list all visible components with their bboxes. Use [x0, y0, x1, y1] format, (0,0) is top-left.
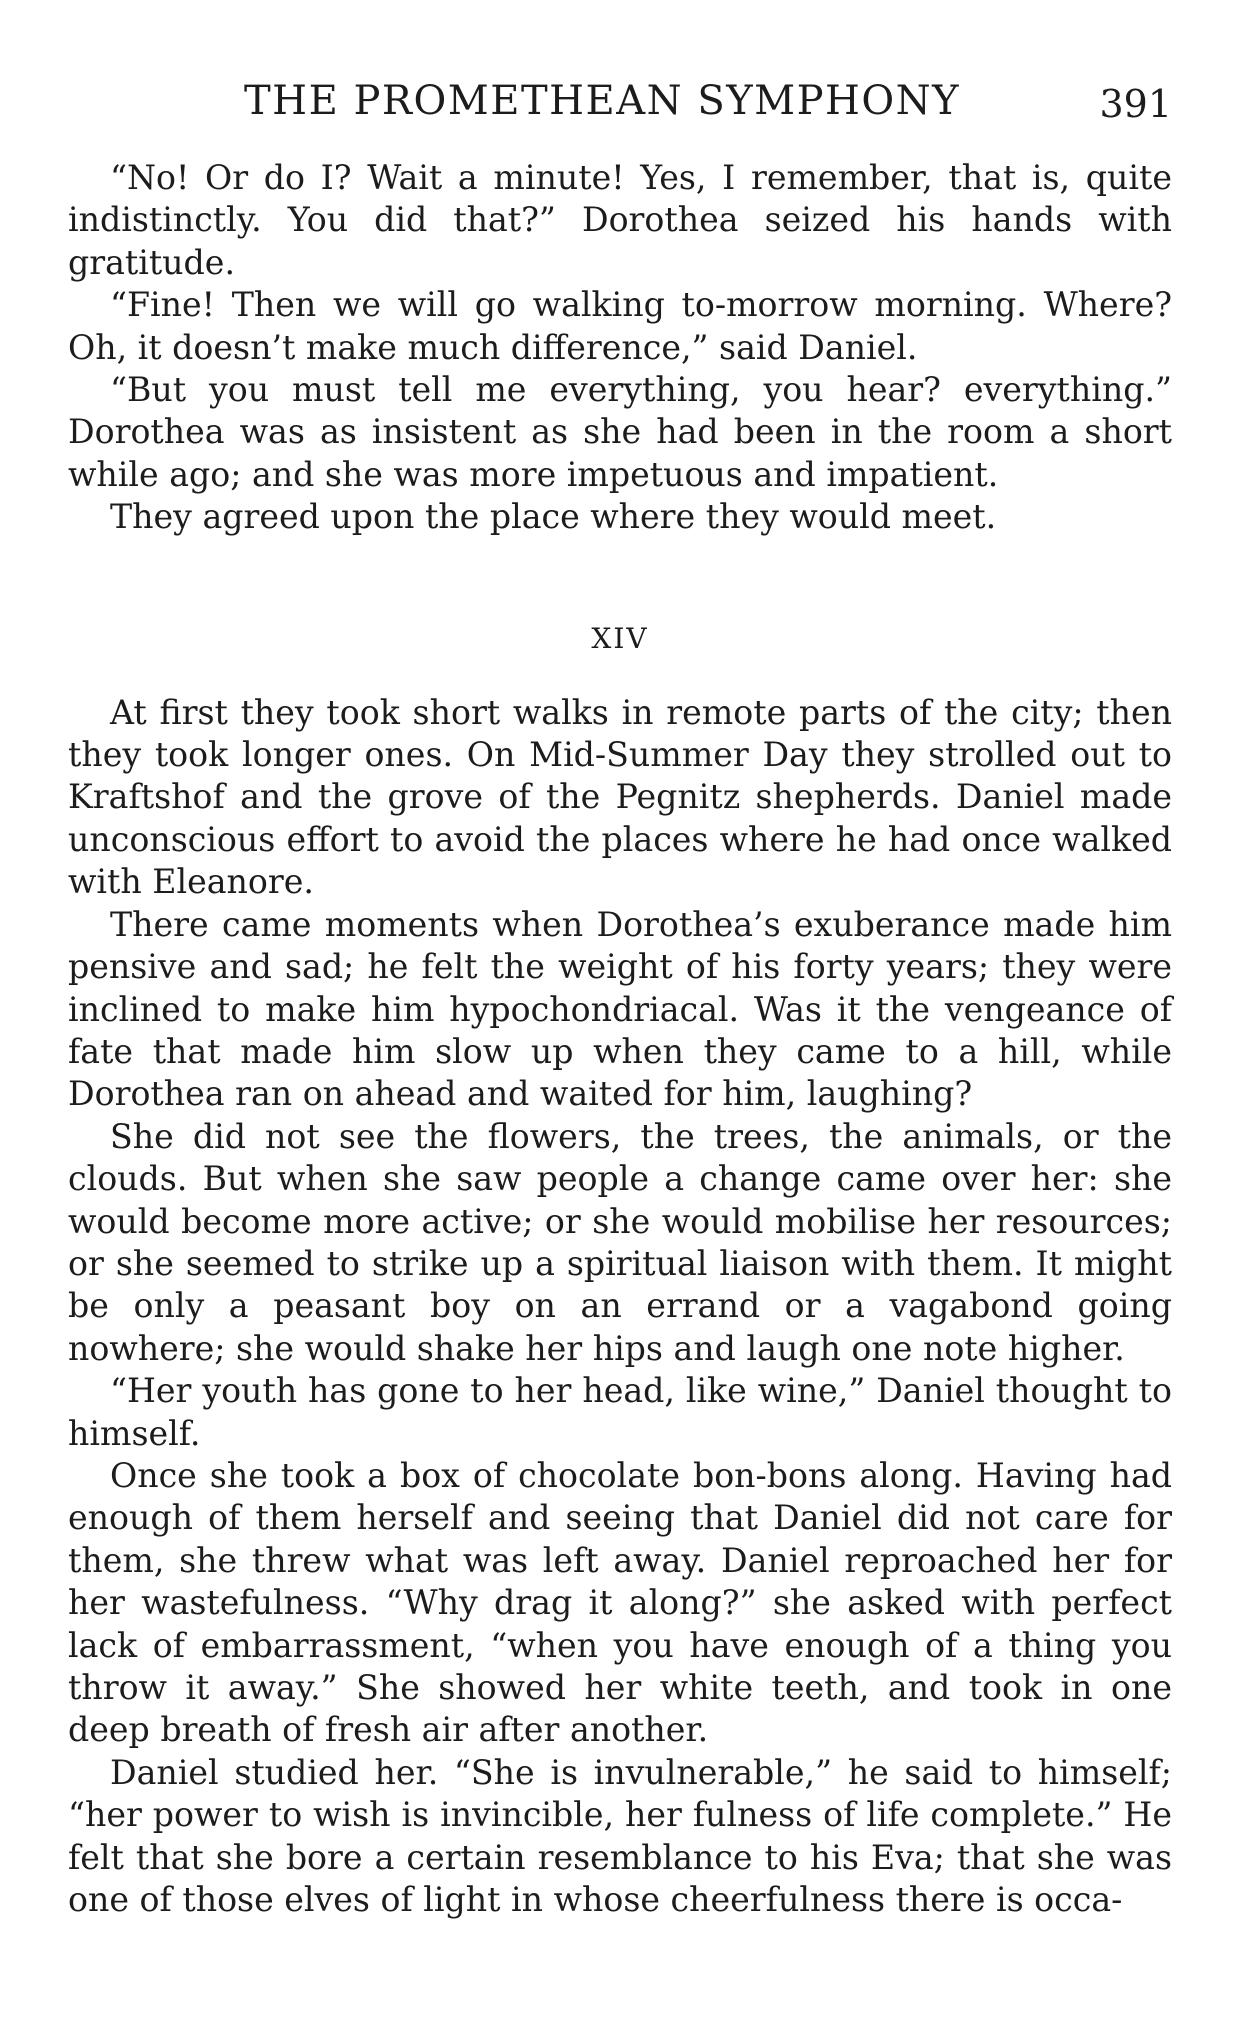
paragraph-3: “But you must tell me everything, you hear? everything.” Dorothea was as insistent as she had been in the room a short while ago; and she was more impetuous and impatient. — [68, 370, 1172, 494]
paragraph-6: There came moments when Dorothea’s exuberance made him pensive and sad; he felt the weight of his forty years; they were inclined to make him hypochondriacal. Was it the vengeance of fate that made him slow up when they came to a hill, while Dorothea ran on ahead and waited for him, laughing? — [68, 904, 1172, 1114]
page-header — [68, 78, 1172, 138]
body-text — [68, 157, 1172, 1921]
running-title: THE PROMETHEAN SYMPHONY — [244, 78, 961, 124]
page-number: 391 — [1099, 82, 1172, 126]
paragraph-4: They agreed upon the place where they would meet. — [110, 497, 997, 537]
section-number: XIV — [591, 621, 649, 655]
paragraph-5: At first they took short walks in remote parts of the city; then they took longer ones. On Mid-Summer Day they strolled out to Kraftshof and the grove of the Pegnitz shepherds. Daniel made unconscious effort to avoid the places where he had once walked with Eleanore. — [68, 692, 1172, 902]
paragraph-10: Daniel studied her. “She is invulnerable,” he said to himself; “her power to wish is invincible, her fulness of life complete.” He felt that she bore a certain resemblance to his Eva; that she was one of those elves of light in whose cheerfulness there is occa- — [68, 1752, 1172, 1920]
paragraph-9: Once she took a box of chocolate bon-bons along. Having had enough of them herself and seeing that Daniel did not care for them, she threw what was left away. Daniel reproached her for her wastefulness. “Why drag it along?” she asked with perfect lack of embarrassment, “when you have enough of a thing you throw it away.” She showed her white teeth, and took in one deep breath of fresh air after another. — [68, 1455, 1172, 1750]
paragraph-2: “Fine! Then we will go walking to-morrow morning. Where? Oh, it doesn’t make much difference,” said Daniel. — [68, 285, 1172, 367]
paragraph-8: “Her youth has gone to her head, like wine,” Daniel thought to himself. — [68, 1371, 1172, 1453]
paragraph-7: She did not see the flowers, the trees, the animals, or the clouds. But when she saw people a change came over her: she would become more active; or she would mobilise her resources; or she seemed to strike up a spiritual liaison with them. It might be only a peasant boy on an errand or a vagabond going nowhere; she would shake her hips and laugh one note higher. — [68, 1116, 1172, 1368]
paragraph-1: “No! Or do I? Wait a minute! Yes, I remember, that is, quite indistinctly. You did that?” Dorothea seized his hands with gratitude. — [68, 158, 1172, 282]
